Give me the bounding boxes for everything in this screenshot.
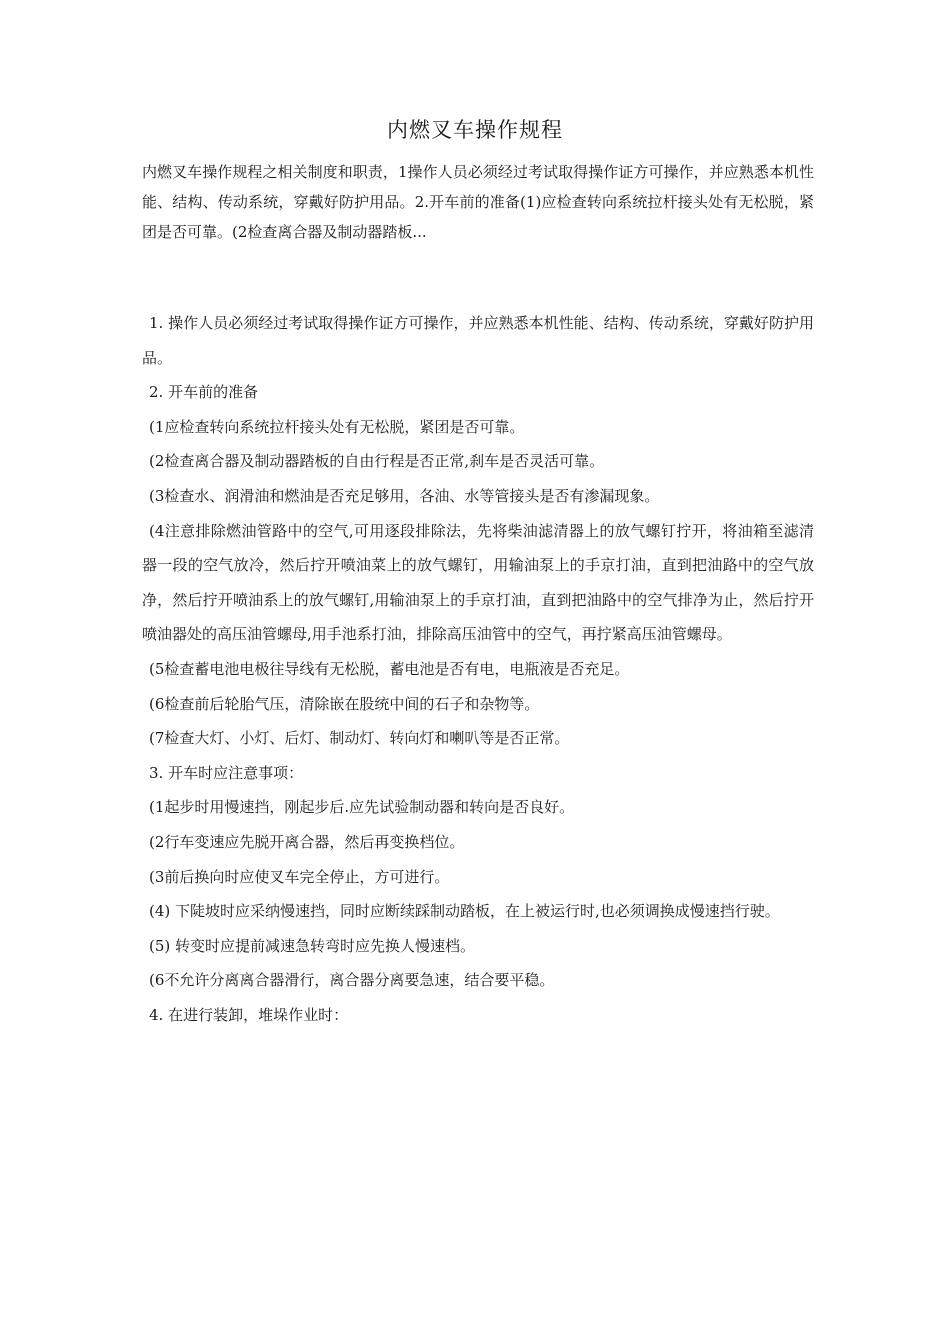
paragraph: (5) 转变时应提前减速急转弯时应先换人慢速档。 — [149, 936, 476, 955]
paragraph: (3前后换向时应使叉车完全停止，方可进行。 — [149, 867, 450, 886]
paragraph: 2. 开车前的准备 — [149, 383, 259, 402]
paragraph: 3. 开车时应注意事项： — [149, 763, 304, 782]
paragraph: 1. 操作人员必须经过考试取得操作证方可操作，并应熟悉本机性能、结构、传动系统，穿戴好防护用品。 — [142, 314, 814, 367]
paragraph: (4) 下陡坡时应采纳慢速挡，同时应断续踩制动踏板，在上被运行时,也必须调换成慢速挡行驶。 — [149, 902, 780, 921]
paragraph: (3检查水、润滑油和燃油是否充足够用，各油、水等管接头是否有渗漏现象。 — [149, 486, 660, 505]
paragraph: 4. 在进行装卸，堆垛作业时： — [149, 1005, 349, 1024]
paragraph: (6检查前后轮胎气压，清除嵌在股统中间的石子和杂物等。 — [149, 694, 540, 713]
paragraph: (5检查蓄电池电极往导线有无松脱，蓄电池是否有电，电瓶液是否充足。 — [149, 659, 630, 678]
document-body — [142, 306, 814, 1032]
document-summary: 内燃叉车操作规程之相关制度和职责，1操作人员必须经过考试取得操作证方可操作，并应熟悉本机性能、结构、传动系统，穿戴好防护用品。2.开车前的准备(1)应检查转向系统拉杆接头处有无松脱，紧团是否可靠。(2检查离合器及制动器踏板... — [142, 163, 814, 241]
paragraph: (2检查离合器及制动器踏板的自由行程是否正常,刹车是否灵活可靠。 — [149, 452, 605, 471]
paragraph: (6不允许分离离合器滑行，离合器分离要急速，结合要平稳。 — [149, 971, 555, 990]
paragraph: (1应检查转向系统拉杆接头处有无松脱，紧团是否可靠。 — [149, 417, 525, 436]
document-title: 内燃叉车操作规程 — [387, 118, 563, 142]
paragraph: (7检查大灯、小灯、后灯、制动灯、转向灯和喇叭等是否正常。 — [149, 729, 570, 748]
paragraph: (2行车变速应先脱开离合器，然后再变换档位。 — [149, 832, 465, 851]
paragraph: (1起步时用慢速挡，刚起步后.应先试验制动器和转向是否良好。 — [149, 798, 575, 817]
paragraph: (4注意排除燃油管路中的空气,可用逐段排除法，先将柴油滤清器上的放气螺钉拧开，将油箱至滤清器一段的空气放冷，然后拧开喷油菜上的放气螺钉，用输油泵上的手京打油，直到把油路中的空气放净，然后拧开喷油系上的放气螺钉,用输油泵上的手京打油，直到把油路中的空气排净为止，然后拧开喷油器处的高压油管螺母,用手池系打油，排除高压油管中的空气，再拧紧高压油管螺母。 — [142, 521, 814, 644]
